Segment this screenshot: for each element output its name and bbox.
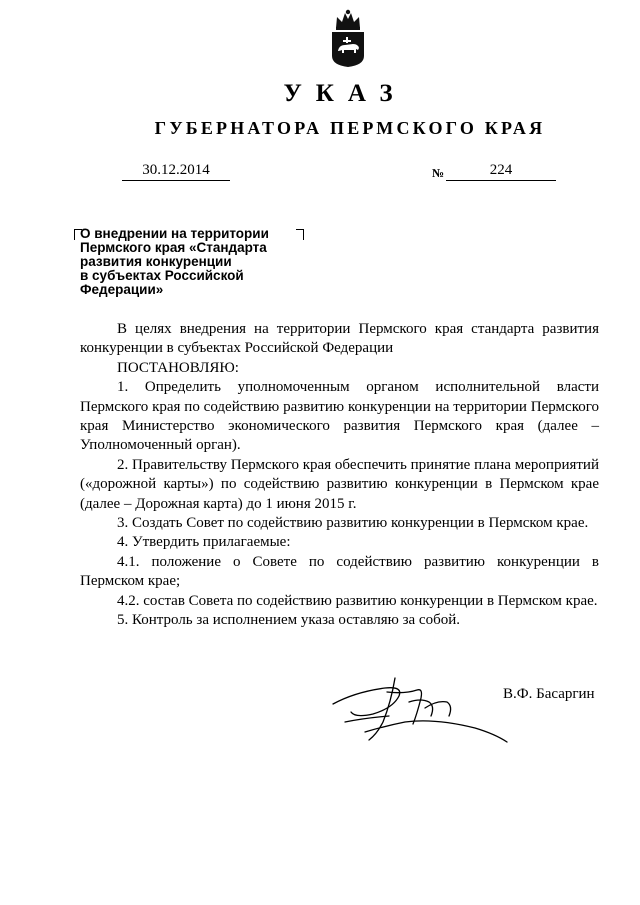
- preamble-paragraph: В целях внедрения на территории Пермского края стандарта развития конкуренции в субъектах Российской Федерации: [80, 321, 599, 357]
- decree-body: [80, 320, 599, 631]
- clause-2: 2. Правительству Пермского края обеспечить принятие плана мероприятий («дорожной карты») по содействию развитию конкуренции в Пермском крае (далее – Дорожная карта) до 1 июня 2015 г.: [80, 456, 599, 512]
- heading-line: в субъектах Российской: [80, 268, 244, 283]
- clause-4-2: 4.2. состав Совета по содействию развитию конкуренции в Пермском крае.: [117, 592, 598, 609]
- decree-number: 224: [446, 160, 556, 181]
- resolution-word: ПОСТАНОВЛЯЮ:: [117, 359, 239, 376]
- document-subtitle: ГУБЕРНАТОРА ПЕРМСКОГО КРАЯ: [154, 118, 546, 138]
- clause-4: 4. Утвердить прилагаемые:: [117, 534, 291, 551]
- heading-line: О внедрении на территории: [80, 226, 269, 241]
- heading-line: Пермского края «Стандарта: [80, 240, 267, 255]
- heading-line: Федерации»: [80, 282, 164, 297]
- clause-4-1: 4.1. положение о Совете по содействию развитию конкуренции в Пермском крае;: [80, 553, 599, 590]
- clause-5: 5. Контроль за исполнением указа оставляю за собой.: [117, 612, 460, 629]
- decree-date: 30.12.2014: [122, 160, 230, 181]
- clause-1: 1. Определить уполномоченным органом исполнительной власти Пермского края по содействию развитию конкуренции на территории Пермского края Министерство экономического развития Пермского края (далее – Уполномоченный орган).: [80, 379, 599, 454]
- coat-of-arms-icon: [329, 8, 367, 68]
- clause-3: 3. Создать Совет по содействию развитию конкуренции в Пермском крае.: [117, 515, 589, 532]
- decree-heading: [80, 227, 295, 297]
- heading-line: развития конкуренции: [80, 254, 232, 269]
- signatory-name: В.Ф. Басаргин: [503, 686, 595, 702]
- number-sign: №: [432, 166, 445, 180]
- handwritten-signature-icon: [325, 672, 525, 752]
- heading-corner-right: [296, 229, 304, 240]
- document-title: УКАЗ: [283, 80, 407, 107]
